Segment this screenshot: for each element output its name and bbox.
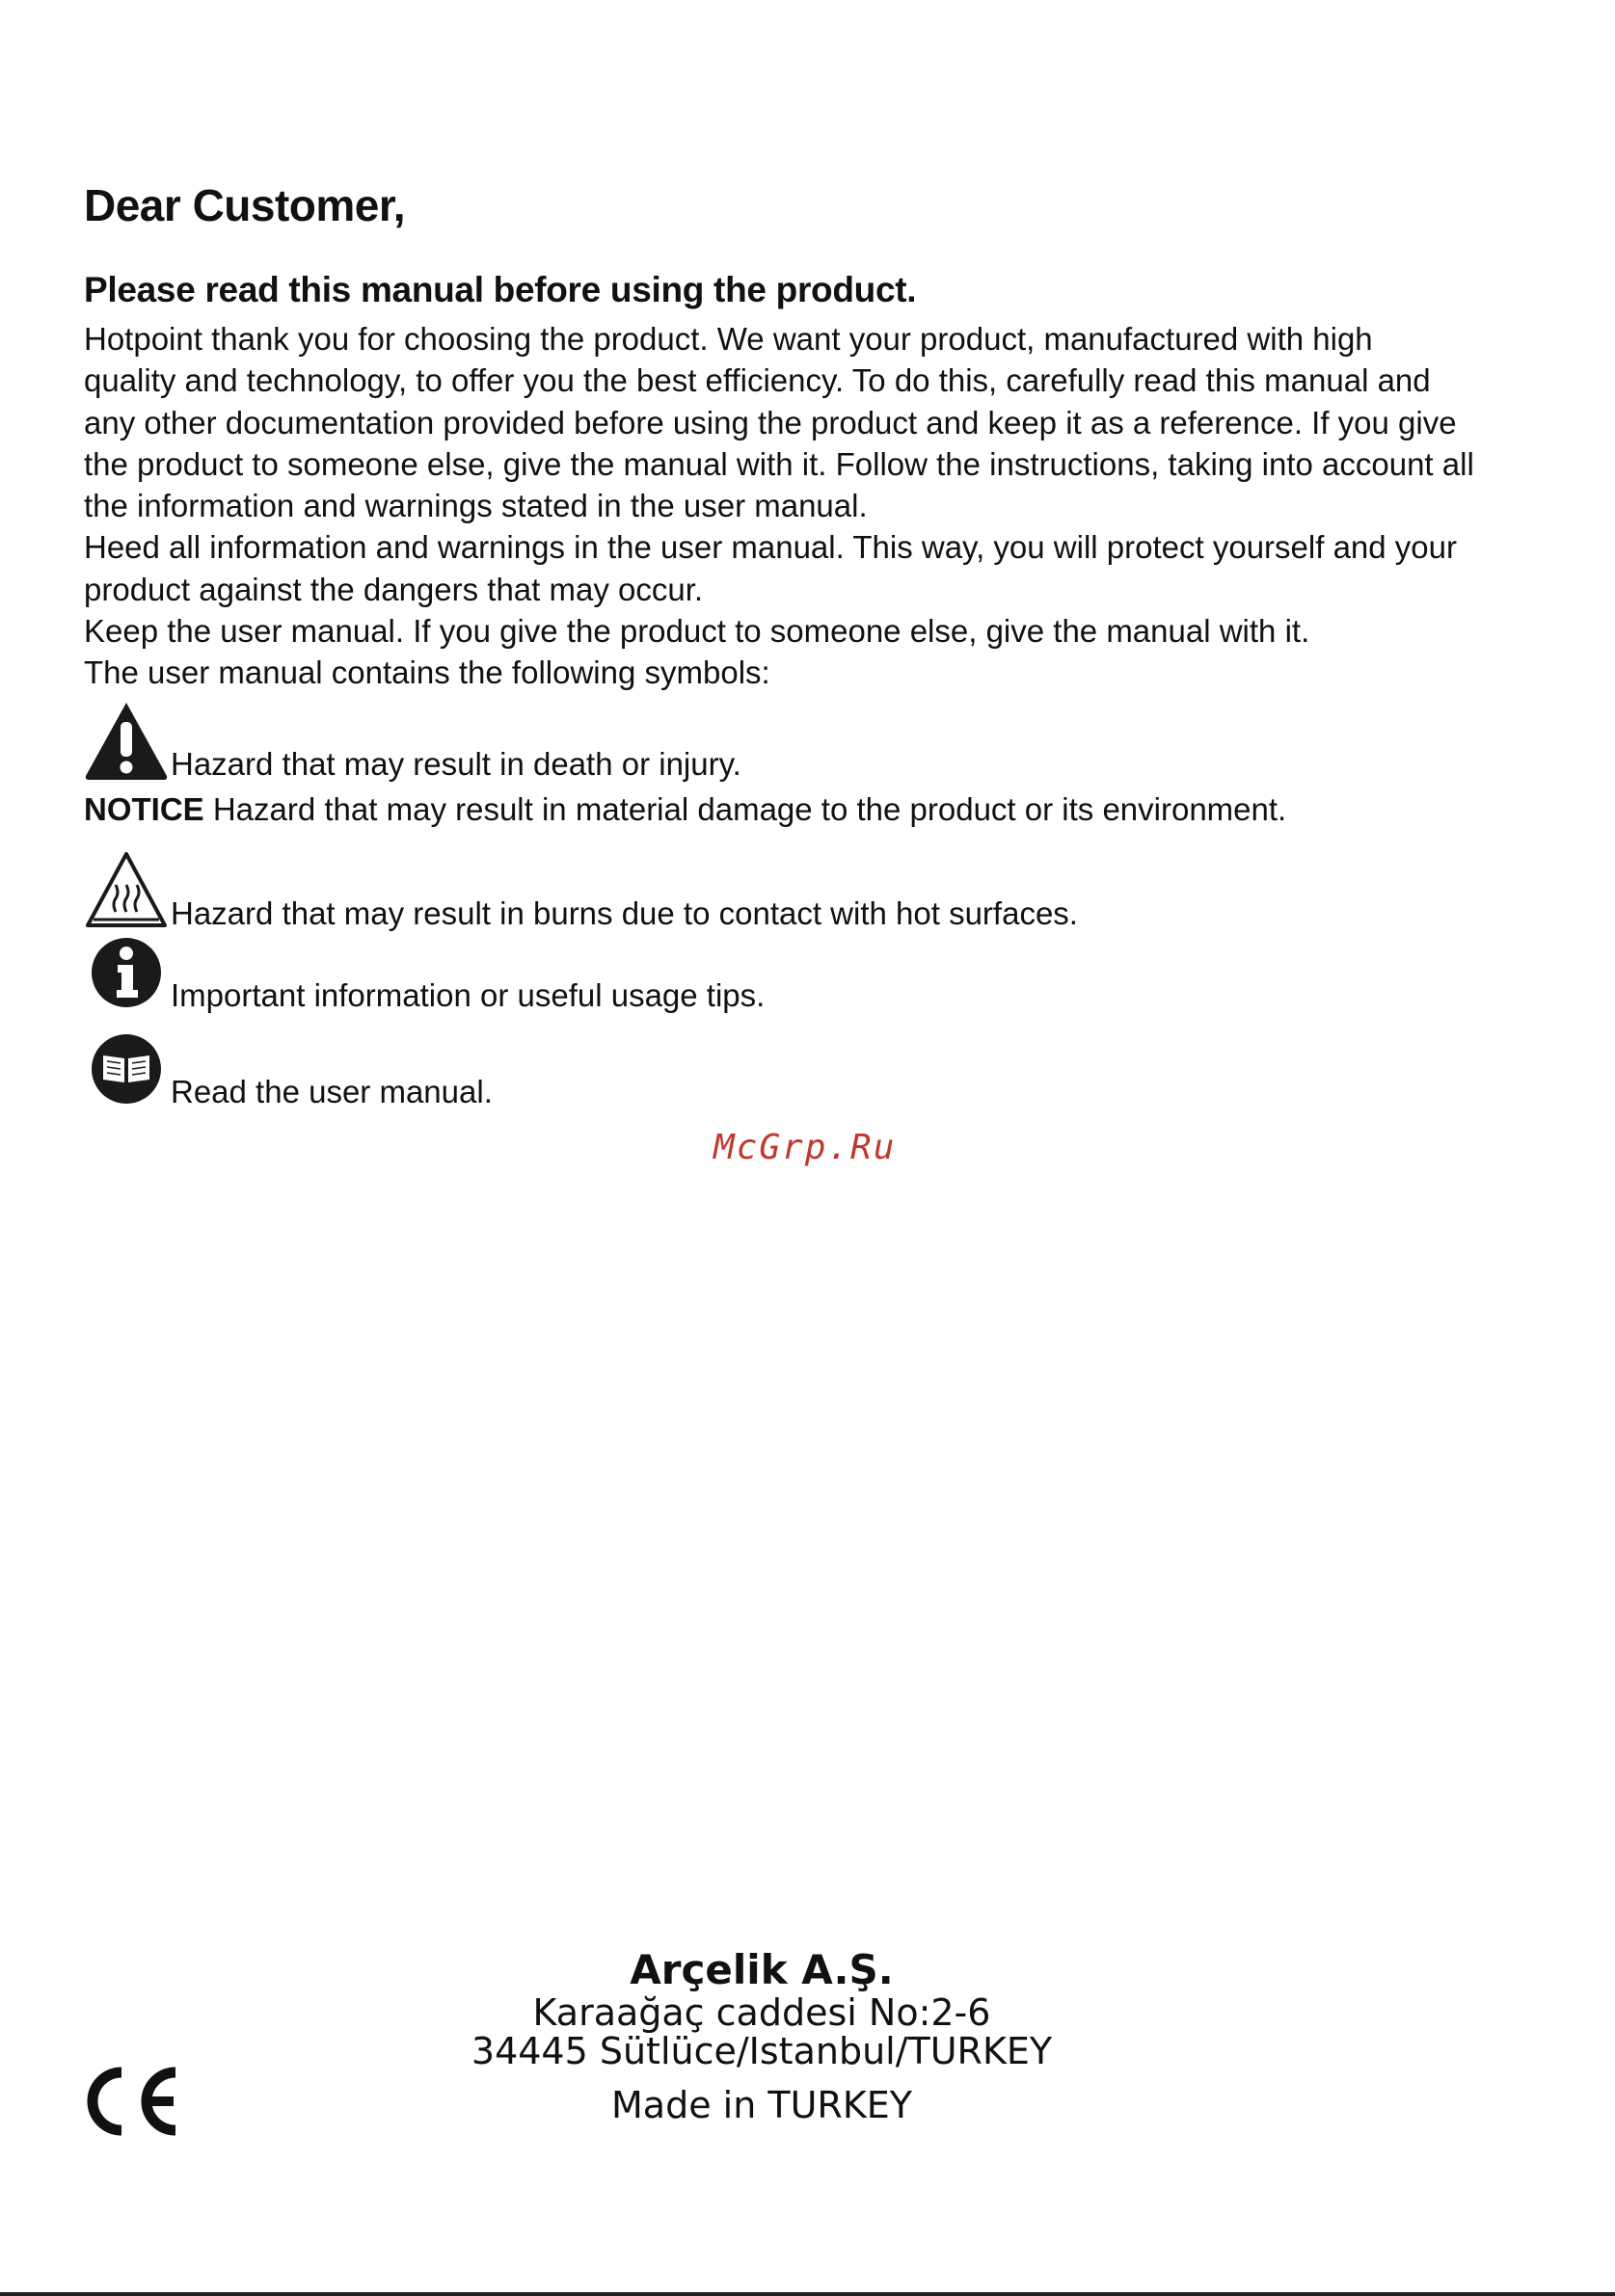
notice-tag: NOTICE (84, 791, 204, 827)
notice-label: Hazard that may result in material damage to the product or its environment. (212, 791, 1287, 827)
symbol-death-hazard (84, 699, 741, 784)
manufacturer-address (453, 1947, 1070, 2124)
intro-text (84, 318, 1549, 694)
ce-mark-icon (79, 2063, 185, 2140)
symbol-info (84, 930, 765, 1015)
body-line: quality and technology, to offer you the best efficiency. To do this, carefully read this manual and (84, 362, 1431, 399)
body-line: the product to someone else, give the manual with it. Follow the instructions, taking into account all (84, 445, 1474, 482)
made-in: Made in TURKEY (611, 2084, 912, 2126)
body-line: Keep the user manual. If you give the product to someone else, give the manual with it. (84, 613, 1310, 650)
book-icon (84, 1027, 169, 1111)
symbol-label: Hazard that may result in burns due to contact with hot surfaces. (171, 895, 1078, 931)
symbol-label: Important information or useful usage tips. (171, 977, 766, 1013)
body-line: Hotpoint thank you for choosing the product. We want your product, manufactured with high (84, 321, 1373, 357)
greeting: Dear Customer, (84, 180, 406, 230)
bottom-divider (0, 2292, 1615, 2296)
body-line: The user manual contains the following symbols: (84, 654, 770, 691)
warning-exclamation-icon (84, 699, 169, 784)
page-heading: Please read this manual before using the product. (84, 270, 917, 309)
symbol-label: Hazard that may result in death or injury. (171, 746, 741, 782)
info-icon (84, 930, 169, 1015)
company-name: Arçelik A.Ş. (630, 1946, 894, 1993)
symbol-label: Read the user manual. (171, 1074, 493, 1109)
symbol-read-manual (84, 1027, 493, 1111)
body-line: the information and warnings stated in the user manual. (84, 488, 868, 524)
symbol-notice (84, 790, 1286, 829)
address-street: Karaağaç caddesi No:2-6 (532, 1991, 991, 2034)
hot-surface-icon (84, 848, 169, 933)
body-line: product against the dangers that may occur. (84, 571, 704, 607)
body-line: any other documentation provided before using the product and keep it as a reference. If you give (84, 404, 1457, 441)
body-line: Heed all information and warnings in the user manual. This way, you will protect yourself and your (84, 529, 1457, 566)
symbol-hot-surface (84, 848, 1078, 933)
address-city: 34445 Sütlüce/Istanbul/TURKEY (471, 2030, 1053, 2072)
watermark-link[interactable]: McGrp.Ru (713, 1128, 897, 1167)
